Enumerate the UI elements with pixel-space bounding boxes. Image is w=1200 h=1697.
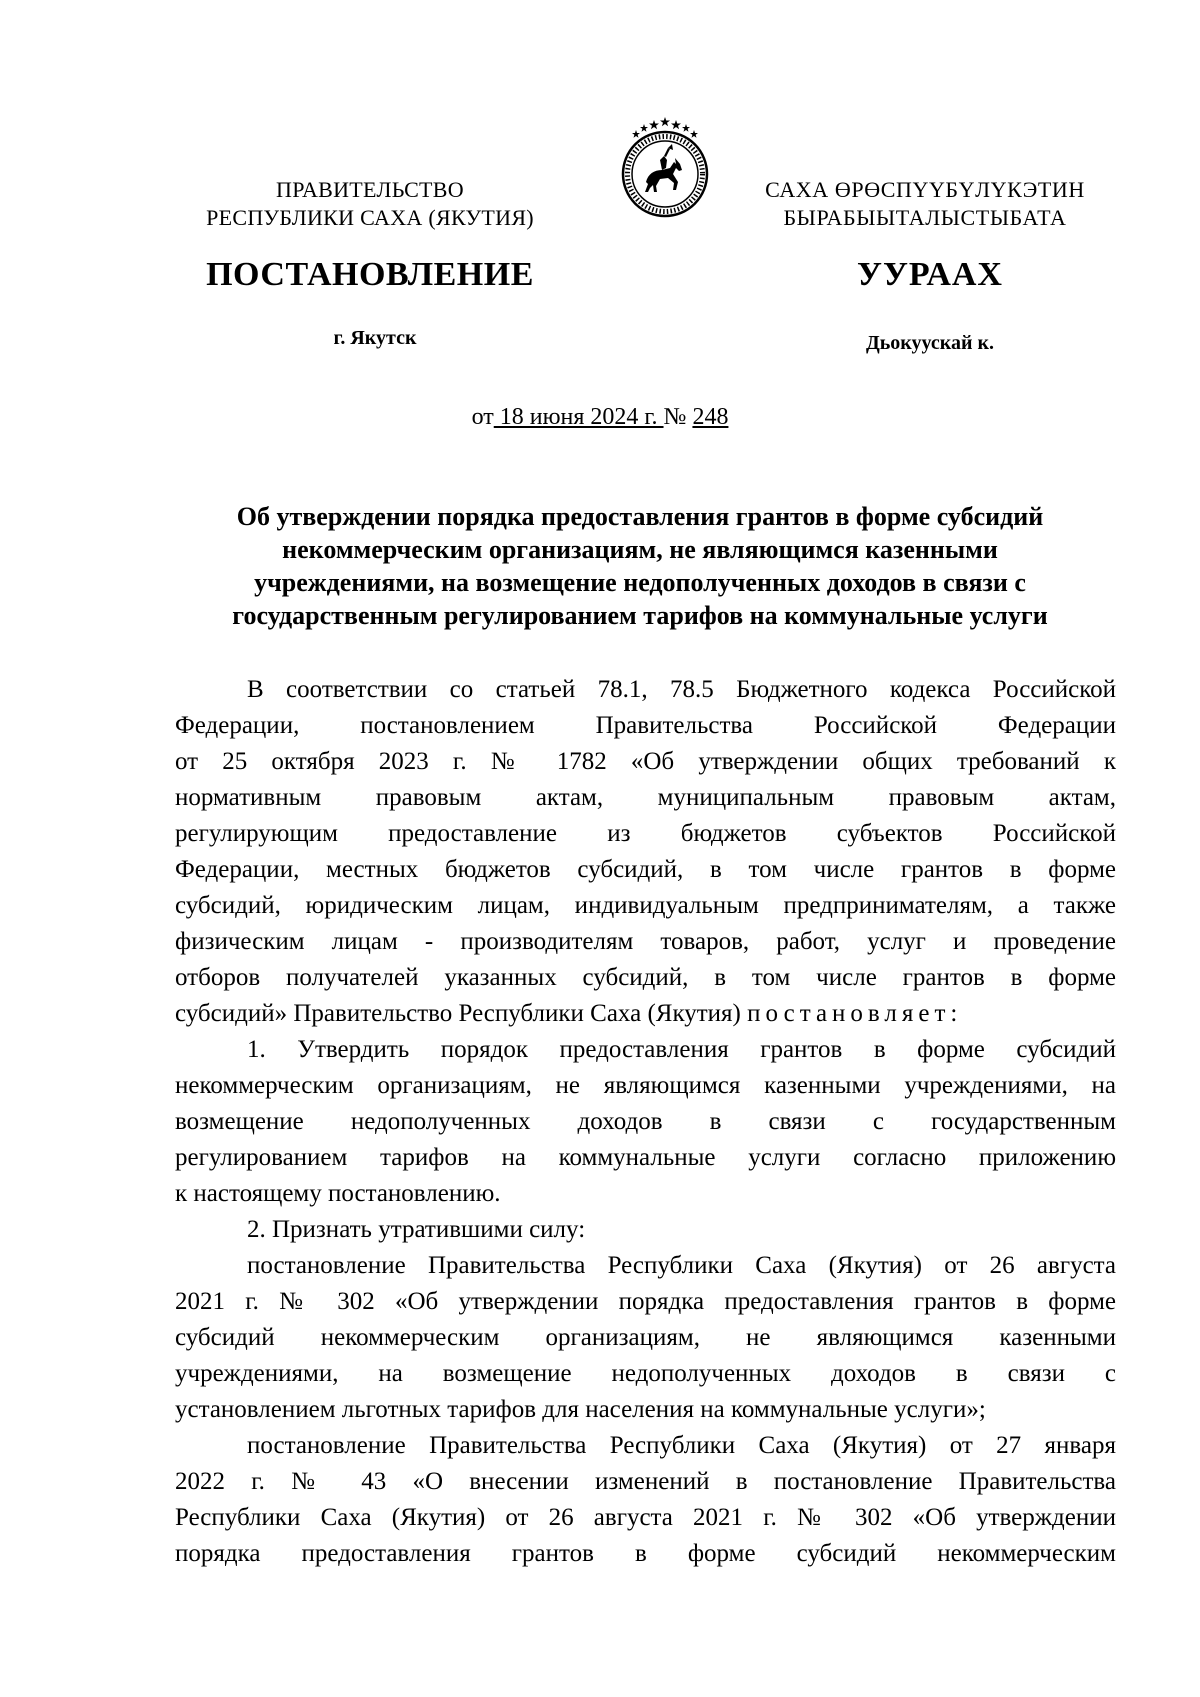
date-number-line — [0, 404, 1200, 431]
body-line: учреждениями, на возмещение недополученных доходов в связи с — [175, 1360, 1116, 1387]
body-line: 1. Утвердить порядок предоставления грантов в форме субсидий — [247, 1036, 1116, 1063]
body-line: В соответствии со статьей 78.1, 78.5 Бюджетного кодекса Российской — [247, 676, 1116, 703]
number-label: № — [663, 404, 693, 430]
body-line: регулирующим предоставление из бюджетов субъектов Российской — [175, 820, 1116, 847]
body-line: порядка предоставления грантов в форме субсидий некоммерческим — [175, 1540, 1116, 1567]
city-ru: г. Якутск — [333, 327, 417, 349]
body-line: субсидий некоммерческим организациям, не являющимся казенными — [175, 1324, 1116, 1351]
document-title-line: учреждениями, на возмещение недополученных доходов в связи с — [254, 568, 1026, 597]
document-title — [180, 500, 1100, 632]
body-line — [175, 996, 1116, 1032]
body-line: Федерации, местных бюджетов субсидий, в том числе грантов в форме — [175, 856, 1116, 883]
header-right — [735, 176, 1115, 232]
body-line: субсидий, юридическим лицам, индивидуальным предпринимателям, а также — [175, 892, 1116, 919]
republic-emblem-icon — [610, 112, 720, 222]
body-line: Республики Саха (Якутия) от 26 августа 2021 г. № 302 «Об утверждении — [175, 1504, 1116, 1531]
body-line: физическим лицам - производителям товаров, работ, услуг и проведение — [175, 928, 1116, 955]
body-line: установлением льготных тарифов для населения на коммунальные услуги»; — [175, 1396, 986, 1423]
document-title-line: государственным регулированием тарифов на коммунальные услуги — [232, 601, 1048, 630]
doc-type-title-sah: УУРААХ — [857, 256, 1003, 293]
document-number: 248 — [692, 404, 729, 430]
header-right-line1: САХА ӨРӨСПҮҮБҮЛҮКЭТИН — [765, 177, 1085, 202]
document-body — [175, 672, 1116, 1572]
body-line-text: субсидий» Правительство Республики Саха (Якутия) — [175, 1000, 748, 1027]
body-line: отборов получателей указанных субсидий, в том числе грантов в форме — [175, 964, 1116, 991]
body-line: некоммерческим организациям, не являющимся казенными учреждениями, на — [175, 1072, 1116, 1099]
body-line: постановление Правительства Республики Саха (Якутия) от 27 января — [247, 1432, 1116, 1459]
body-line: постановление Правительства Республики Саха (Якутия) от 26 августа — [247, 1252, 1116, 1279]
header-left — [175, 176, 565, 232]
body-line: регулированием тарифов на коммунальные услуги согласно приложению — [175, 1144, 1116, 1171]
body-line: 2022 г. № 43 «О внесении изменений в постановление Правительства — [175, 1468, 1116, 1495]
date-prefix: от — [471, 404, 494, 430]
doc-type-title-ru: ПОСТАНОВЛЕНИЕ — [206, 256, 534, 293]
body-line: 2. Признать утратившими силу: — [247, 1216, 586, 1243]
city-sah: Дьокуускай к. — [865, 332, 995, 354]
body-line: Федерации, постановлением Правительства Российской Федерации — [175, 712, 1116, 739]
body-line: нормативным правовым актам, муниципальным правовым актам, — [175, 784, 1116, 811]
resolves-word: постановляет: — [747, 1000, 963, 1027]
document-title-line: Об утверждении порядка предоставления грантов в форме субсидий — [236, 502, 1044, 531]
body-line: от 25 октября 2023 г. № 1782 «Об утверждении общих требований к — [175, 748, 1116, 775]
header-left-line2: РЕСПУБЛИКИ САХА (ЯКУТИЯ) — [206, 205, 534, 230]
header-right-line2: БЫРАБЫЫТАЛЫСТЫБАТА — [783, 205, 1067, 230]
date-value: 18 июня 2024 г. — [493, 404, 664, 430]
document-title-line: некоммерческим организациям, не являющимся казенными — [282, 535, 998, 564]
header-left-line1: ПРАВИТЕЛЬСТВО — [276, 177, 464, 202]
body-line: к настоящему постановлению. — [175, 1180, 501, 1207]
body-line: 2021 г. № 302 «Об утверждении порядка предоставления грантов в форме — [175, 1288, 1116, 1315]
body-line: возмещение недополученных доходов в связи с государственным — [175, 1108, 1116, 1135]
